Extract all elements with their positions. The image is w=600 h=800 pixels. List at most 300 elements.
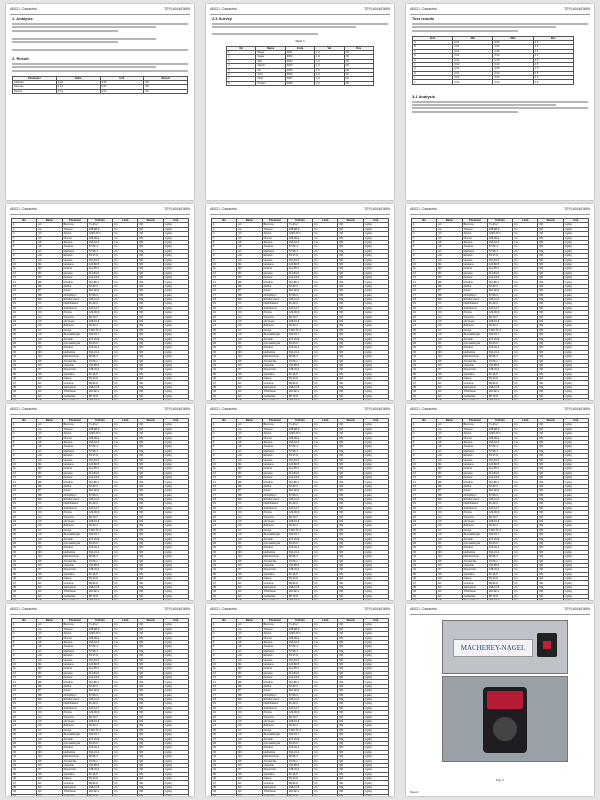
table-cell: Ethylbenzene (262, 698, 287, 702)
table-cell: Nonane (62, 271, 87, 275)
table-cell: mg/kg (563, 541, 588, 545)
table-cell: ND (538, 458, 563, 462)
table-cell: mg/kg (363, 355, 388, 359)
table-cell: ND (138, 319, 163, 323)
table-cell: 0.1 (313, 785, 338, 789)
table-cell: Hydrazine (62, 550, 87, 554)
table-cell: D2 (237, 346, 262, 350)
col-header: Code (285, 46, 314, 50)
table-cell: Biphenyl (62, 724, 87, 728)
table-cell: 1 (412, 423, 437, 427)
col-header: Parameter (13, 76, 57, 80)
table-cell: 108-67-8 (87, 585, 112, 589)
table-cell: Heptane (62, 462, 87, 466)
table-cell: ND (538, 515, 563, 519)
table-cell: Nonane (462, 271, 487, 275)
table-cell: 1319-77-3 (487, 328, 512, 332)
table-cell: 0.1 (313, 306, 338, 310)
table-cell: 0.1 (513, 324, 538, 328)
table-row (212, 399, 389, 400)
page-11[interactable] (206, 604, 394, 796)
table-cell: ND (138, 458, 163, 462)
table-cell: 110-00-9 (487, 289, 512, 293)
table-cell: 16 (212, 689, 237, 693)
table-cell: mg/kg (363, 702, 388, 706)
table-cell: ND (138, 568, 163, 572)
table-cell: 91-22-5 (287, 572, 312, 576)
table-cell: 31 (412, 355, 437, 359)
header-right: TEPLAN/ADMIN (164, 407, 190, 411)
table-cell: A8 (37, 254, 62, 258)
table-cell: mg/kg (563, 454, 588, 458)
table-cell: ND (138, 581, 163, 585)
table-cell: ND (138, 541, 163, 545)
table-cell: Water (256, 50, 285, 54)
table-cell: 0.1 (513, 271, 538, 275)
table-cell: 22 (212, 515, 237, 519)
table-cell: Catechol (262, 363, 287, 367)
table-cell: mg/kg (363, 719, 388, 723)
table-cell: Methanol (62, 649, 87, 653)
table-cell: 91-20-3 (287, 502, 312, 506)
table-cell: 0.1 (113, 467, 138, 471)
table-cell: 0.1 (513, 363, 538, 367)
table-cell: Acrylamide (62, 359, 87, 363)
table-cell: 21 (12, 311, 37, 315)
header-left: ABCD, Cadastral (210, 407, 237, 411)
table-cell: C2 (237, 306, 262, 310)
table-cell: 26 (212, 733, 237, 737)
table-cell: 108-88-3 (287, 227, 312, 231)
table-cell: D7 (237, 768, 262, 772)
table-cell: Phenol (262, 236, 287, 240)
table-cell: A5 (37, 640, 62, 644)
table-cell: C5 (37, 319, 62, 323)
table-cell: 10 (12, 662, 37, 666)
table-cell: 35 (12, 372, 37, 376)
table-cell: 100-41-4 (487, 298, 512, 302)
table-cell: Pyrene (462, 511, 487, 515)
table-cell: A1 (437, 423, 462, 427)
table-cell: Naphthalene (62, 502, 87, 506)
header-left: ABCD, Cadastral (210, 207, 237, 211)
table-cell: A9 (237, 258, 262, 262)
table-cell: Carbazole (462, 394, 487, 398)
table-cell: 108-67-8 (87, 785, 112, 789)
table-cell: 1319-77-3 (287, 328, 312, 332)
table-wrapper (11, 218, 189, 400)
table-cell: 0.1 (313, 284, 338, 288)
table-cell: ND (338, 324, 363, 328)
table-cell: 123-91-1 (287, 746, 312, 750)
table-cell: mg/kg (163, 306, 188, 310)
header-left: ABCD, Cadastral (410, 607, 437, 611)
table-cell (313, 794, 338, 796)
table-cell: mg/kg (363, 245, 388, 249)
table-cell: ND (338, 632, 363, 636)
table-cell: 0.1 (513, 337, 538, 341)
page-4[interactable] (6, 204, 194, 400)
table-cell: mg/kg (163, 640, 188, 644)
table-cell: ND (338, 662, 363, 666)
table-cell: 0.1 (313, 572, 338, 576)
table-cell: Ethanol (462, 454, 487, 458)
table-cell: C3 (37, 311, 62, 315)
table-cell: Dioxane (462, 546, 487, 550)
table-cell: ND (138, 445, 163, 449)
table-cell: ND (338, 568, 363, 572)
table-cell: 0.1 (113, 662, 138, 666)
table-cell: ND (338, 524, 363, 528)
table-cell: D6 (37, 363, 62, 367)
table-cell: 120-12-7 (287, 306, 312, 310)
table-cell: Thiophene (462, 590, 487, 594)
table-cell: A5 (437, 440, 462, 444)
table-cell: 111-84-2 (287, 271, 312, 275)
table-cell: 26 (412, 533, 437, 537)
table-cell: mg/kg (363, 519, 388, 523)
table-cell: 91-20-3 (487, 502, 512, 506)
table-cell: mg/kg (163, 454, 188, 458)
table-cell: 38 (412, 385, 437, 389)
table-cell: Phenol (462, 436, 487, 440)
table-cell: 0.1 (113, 480, 138, 484)
table-cell: Quinoline (62, 372, 87, 376)
col-header: Unit (563, 219, 588, 223)
page-header (10, 206, 190, 215)
table-cell: Nonane (62, 471, 87, 475)
table-cell: Hexane (262, 258, 287, 262)
table-cell: 32 (412, 559, 437, 563)
table-cell: Cresol (262, 328, 287, 332)
table-cell: C9 (237, 737, 262, 741)
table-cell: 0.1 (113, 245, 138, 249)
table-cell: 5 (227, 68, 256, 72)
table-cell (262, 599, 287, 600)
table-cell: C1 (37, 702, 62, 706)
table-cell: J (413, 80, 453, 84)
table-cell: mg/kg (563, 537, 588, 541)
table-cell: Sucrose (13, 85, 57, 89)
table-cell: OK (344, 68, 373, 72)
table-cell: Mesitylene (462, 385, 487, 389)
table-cell: mg/kg (363, 768, 388, 772)
table-cell: 108-88-3 (287, 627, 312, 631)
table-cell: D8 (37, 372, 62, 376)
table-cell: B5 (437, 480, 462, 484)
table-cell: ND (338, 359, 363, 363)
table-cell: ND (138, 533, 163, 537)
table-cell: 0.1 (113, 772, 138, 776)
table-cell: 142-82-5 (87, 462, 112, 466)
table-cell: 111-65-9 (87, 667, 112, 671)
section-title: 3.1 Analysis (412, 93, 435, 99)
table-cell: A9 (437, 258, 462, 262)
table-cell: C5 (37, 519, 62, 523)
table-cell: D3 (437, 550, 462, 554)
table-cell: Cresol (462, 328, 487, 332)
table-cell: 0.01 (100, 85, 144, 89)
table-cell: 1.5 (533, 80, 573, 84)
table-cell: 142-82-5 (87, 262, 112, 266)
data-table (211, 418, 389, 600)
table-cell: Fluorene (262, 715, 287, 719)
table-cell: ND (538, 502, 563, 506)
table-cell: 0.1 (113, 484, 138, 488)
table-cell (313, 599, 338, 600)
table-cell: ND (138, 293, 163, 297)
table-cell: 0.1 (313, 333, 338, 337)
table-cell: 0.1 (313, 471, 338, 475)
table-cell: Nitrobenzene (62, 755, 87, 759)
table-cell: C4 (237, 315, 262, 319)
page-2[interactable] (206, 4, 394, 200)
table-cell: 0.1 (113, 636, 138, 640)
table-cell: 0.1 (513, 350, 538, 354)
table-cell: A5 (237, 240, 262, 244)
table-cell: A6 (237, 445, 262, 449)
table-cell: A4 (237, 636, 262, 640)
page-12[interactable] (406, 604, 594, 796)
table-cell: Styrene (262, 640, 287, 644)
table-cell: ND (338, 636, 363, 640)
table-cell: ND (338, 227, 363, 231)
table-cell: 0.1 (113, 372, 138, 376)
table-cell: mg/kg (563, 423, 588, 427)
table-row (212, 599, 389, 600)
table-cell: 0.1 (113, 363, 138, 367)
table-cell: Hydrazine (262, 750, 287, 754)
table-cell: 0.1 (313, 423, 338, 427)
table-cell: D7 (37, 768, 62, 772)
table-cell: Fluorene (62, 515, 87, 519)
table-cell: ND (338, 777, 363, 781)
table-cell (12, 599, 37, 600)
table-cell: 13 (212, 676, 237, 680)
table-cell: Resorcinol (262, 768, 287, 772)
table-cell: mg/kg (563, 385, 588, 389)
table-cell: B1 (437, 462, 462, 466)
table-cell: 120-12-7 (487, 506, 512, 510)
table-cell: 108-67-8 (287, 385, 312, 389)
table-cell: 0.1 (113, 506, 138, 510)
table-cell: 9 (12, 258, 37, 262)
table-cell: E3 (37, 590, 62, 594)
table-cell: 0.05 (100, 80, 144, 84)
table-cell: 18 (212, 698, 237, 702)
table-cell: Xylene (462, 432, 487, 436)
table-cell: mg/kg (363, 785, 388, 789)
page-5[interactable] (206, 204, 394, 400)
table-cell: Nonane (262, 271, 287, 275)
table-cell: mg/kg (363, 484, 388, 488)
table-cell: 23 (412, 519, 437, 523)
table-cell: ND (138, 298, 163, 302)
table-cell: 142-82-5 (287, 262, 312, 266)
table-cell: mg/kg (563, 262, 588, 266)
table-cell: Carbazole (62, 394, 87, 398)
table-cell: mg/kg (363, 627, 388, 631)
table-cell: 36 (412, 377, 437, 381)
table-cell: Benzaldehyde (262, 533, 287, 537)
table-cell: Quinoline (62, 572, 87, 576)
table-cell: 1 (12, 623, 37, 627)
table-cell: B5 (37, 480, 62, 484)
page-6[interactable] (406, 204, 594, 400)
table-cell: ND (538, 511, 563, 515)
table-cell: mg/kg (563, 555, 588, 559)
table-cell: mg/kg (163, 563, 188, 567)
page-7[interactable] (6, 404, 194, 600)
table-cell: ND (138, 432, 163, 436)
table-cell: Formaldehyde (62, 341, 87, 345)
table-cell: mg/kg (563, 440, 588, 444)
table-cell: C5 (437, 319, 462, 323)
table-cell: mg/kg (363, 555, 388, 559)
table-cell: mg/kg (563, 493, 588, 497)
table-cell: 0.1 (113, 528, 138, 532)
table-cell: Indene (62, 777, 87, 781)
table-cell: 129-00-0 (287, 311, 312, 315)
table-cell: ND (138, 254, 163, 258)
table-cell: 0.1 (313, 546, 338, 550)
table-cell: 38 (412, 585, 437, 589)
table-cell: D5 (37, 759, 62, 763)
table-cell: ND (538, 555, 563, 559)
table-cell: ND (338, 245, 363, 249)
table-cell: 0.1 (513, 546, 538, 550)
table-cell: 15 (412, 284, 437, 288)
col-header: Unit (163, 619, 188, 623)
table-cell: 0.1 (113, 755, 138, 759)
table-cell: 0.1 (513, 359, 538, 363)
table-cell: 0.1 (113, 785, 138, 789)
table-cell: 120-80-9 (87, 763, 112, 767)
table-cell: 62-53-3 (287, 684, 312, 688)
col-header: CAS No (487, 419, 512, 423)
table-cell: Xylene (62, 432, 87, 436)
table-cell: 100-52-7 (287, 533, 312, 537)
table-cell: ND (138, 719, 163, 723)
table-cell: D7 (37, 568, 62, 572)
table-cell: 0.1 (513, 559, 538, 563)
table-cell: mg/kg (363, 671, 388, 675)
table-cell: 0.1 (513, 493, 538, 497)
table-cell: C8 (37, 533, 62, 537)
page-8[interactable] (206, 404, 394, 600)
table-cell: mg/kg (363, 777, 388, 781)
table-cell: D9 (237, 777, 262, 781)
table-cell: Hydrazine (462, 550, 487, 554)
table-cell: 29 (212, 346, 237, 350)
page-9[interactable] (406, 404, 594, 600)
table-cell: C3 (37, 511, 62, 515)
table-cell: 1319-77-3 (87, 728, 112, 732)
table-cell: 67-64-1 (287, 645, 312, 649)
table-cell: ND (138, 506, 163, 510)
table-cell: 11 (212, 667, 237, 671)
table-cell: 28 (412, 541, 437, 545)
table-cell: B8 (437, 293, 462, 297)
table-cell: C1 (237, 502, 262, 506)
table-cell: 0.1 (313, 537, 338, 541)
table-cell: mg/kg (163, 676, 188, 680)
table-cell: ND (538, 293, 563, 297)
table-cell: 20 (12, 306, 37, 310)
table-cell: 4 (12, 236, 37, 240)
table-cell: E1 (37, 781, 62, 785)
table-cell: ND (338, 271, 363, 275)
table-cell: A3 (37, 232, 62, 236)
table-cell: 0.1 (113, 741, 138, 745)
table-cell: mg/kg (563, 524, 588, 528)
table-cell: OK (344, 77, 373, 81)
table-cell: B1 (237, 262, 262, 266)
table-cell: D3 (237, 550, 262, 554)
table-cell: 0.1 (113, 546, 138, 550)
table-cell: ND (338, 733, 363, 737)
table-cell (87, 399, 112, 400)
table-cell: A2 (37, 427, 62, 431)
table-cell: ND (538, 541, 563, 545)
table-cell: 16 (212, 489, 237, 493)
table-cell: 98-82-8 (87, 781, 112, 785)
page-10[interactable] (6, 604, 194, 796)
table-cell: 110-54-3 (287, 658, 312, 662)
table-cell: C3 (237, 711, 262, 715)
col-header: CAS No (287, 219, 312, 223)
table-cell: C8 (237, 333, 262, 337)
table-cell: 0.1 (313, 737, 338, 741)
table-cell: 120-12-7 (487, 306, 512, 310)
table-cell: mg/kg (363, 328, 388, 332)
table-cell: Hexane (462, 458, 487, 462)
table-cell: 100-52-7 (287, 333, 312, 337)
table-cell: mg/kg (363, 676, 388, 680)
table-cell: 0.1 (113, 476, 138, 480)
page-3[interactable] (406, 4, 594, 200)
table-cell: A9 (237, 658, 262, 662)
table-cell: 50-00-0 (87, 741, 112, 745)
table-cell: 0.03 (453, 67, 493, 71)
table-cell: 0.01 (453, 54, 493, 58)
table-cell: 0.1 (313, 476, 338, 480)
table-cell: 8 (12, 454, 37, 458)
table-cell: ND (338, 533, 363, 537)
table-cell: 218-01-9 (87, 319, 112, 323)
table-cell: C1 (237, 302, 262, 306)
table-cell: 21 (412, 311, 437, 315)
table-cell: 108-95-2 (487, 236, 512, 240)
table-cell: ND (138, 289, 163, 293)
table-row (212, 794, 389, 796)
table-cell: B7 (237, 689, 262, 693)
table-cell: 0.1 (313, 493, 338, 497)
table-cell: 24 (212, 724, 237, 728)
table-cell: ND (338, 693, 363, 697)
table-cell: ND (338, 471, 363, 475)
table-cell: ND (138, 528, 163, 532)
table-cell: Acrolein (62, 337, 87, 341)
table-cell: Hexane (462, 258, 487, 262)
table-cell: ND (138, 698, 163, 702)
page-1[interactable] (6, 4, 194, 200)
col-header: Result (538, 219, 563, 223)
table-cell: Nonane (262, 471, 287, 475)
col-header: Chemical (462, 419, 487, 423)
table-cell: OK (144, 80, 188, 84)
table-cell: B3 (437, 271, 462, 275)
